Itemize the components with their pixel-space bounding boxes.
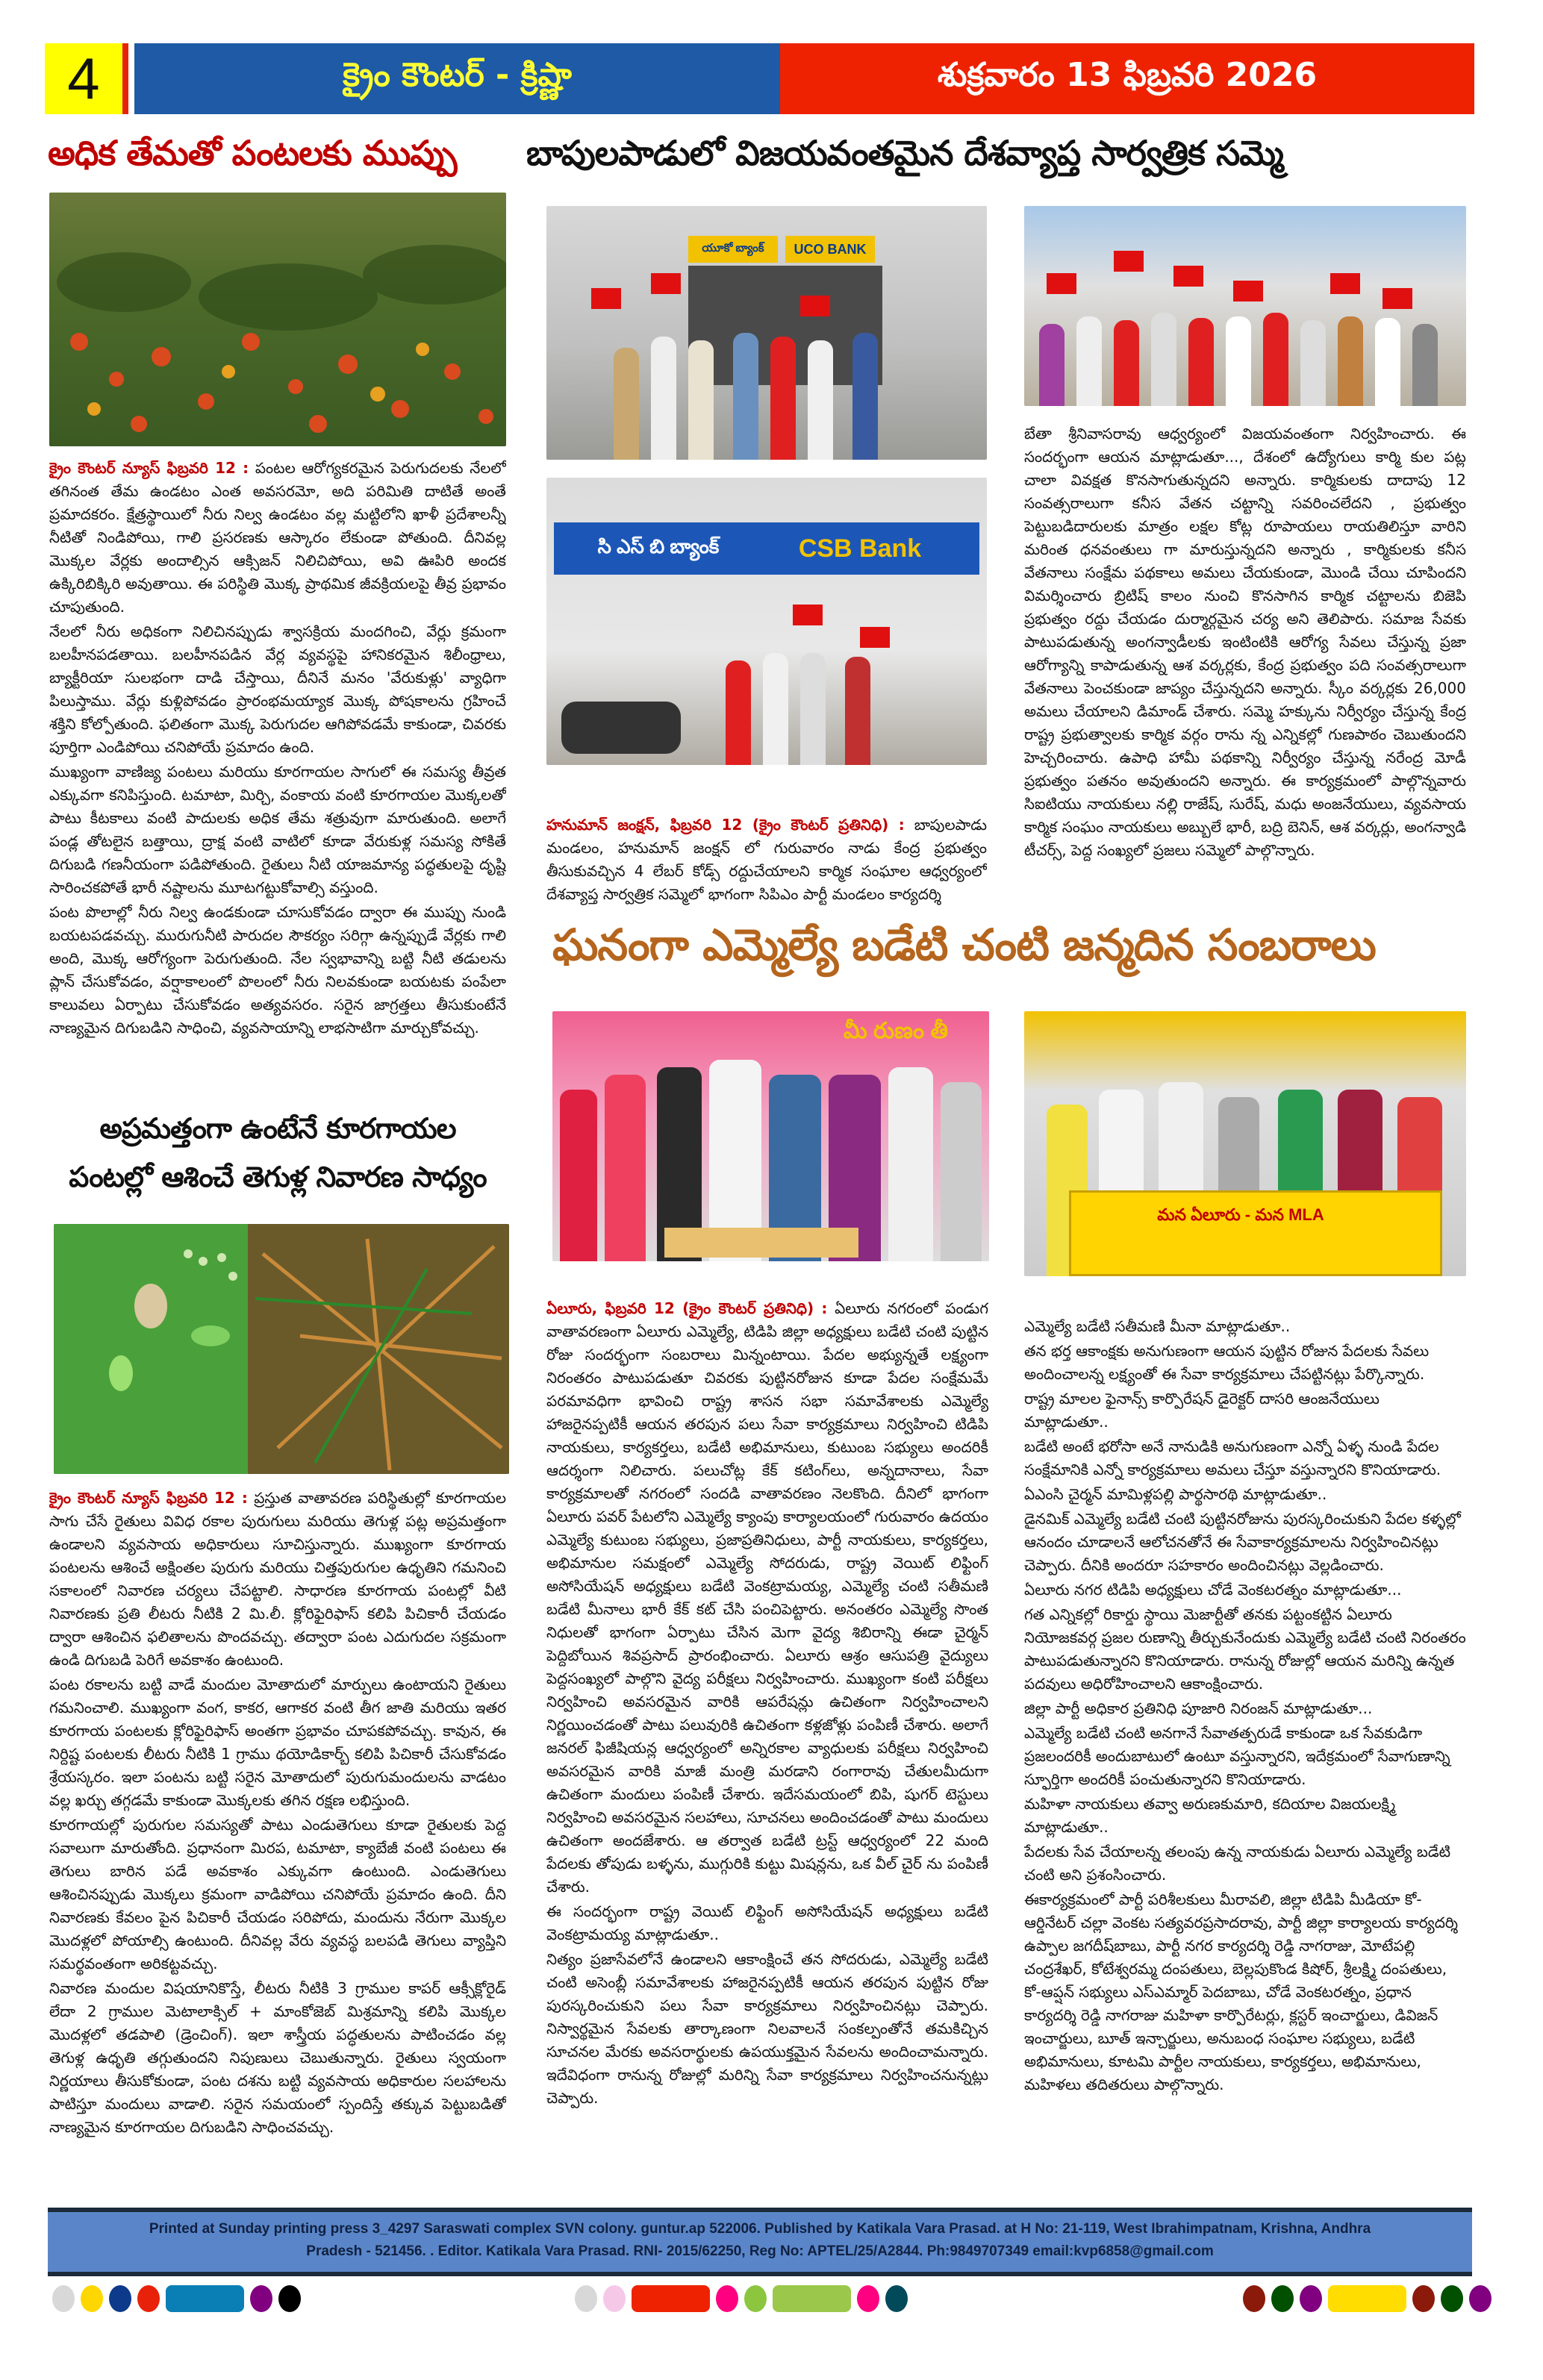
paragraph: తన భర్త ఆకాంక్షకు అనుగుణంగా ఆయన పుట్టిన రోజున పేదలకు సేవలు అందించాలన్న లక్ష్యంతో ఈ సేవా కార్యక్రమాలు చేపట్టినట్లు పేర్కొన్నారు. [1024, 1342, 1430, 1383]
color-mark [744, 2285, 767, 2312]
color-mark [1441, 2285, 1463, 2312]
banner-text: మీ రుణం తీ [843, 1018, 949, 1043]
paragraph: ఏలూరు నగర టిడిపి అధ్యక్షులు చోడే వెంకటరత్నం మాట్లాడుతూ... [1024, 1581, 1402, 1599]
paragraph: ఎమ్మెల్యే బడేటి సతీమణి మీనా మాట్లాడుతూ.. [1024, 1317, 1291, 1335]
paragraph: పంటల ఆరోగ్యకరమైన పెరుగుదలకు నేలలో తగినంత తేమ ఉండటం ఎంత అవసరమో, అది పరిమితి దాటితే అంతే ప్రమాదకరం. క్షేత్రస్థాయిలో నీరు నిల్వ ఉండటం వల్ల మట్టిలోని ఖాళీ ప్రదేశాలన్నీ నీటితో నిండిపోయి, గాలి ప్రసరణకు ఆస్కారం లేకుండా పోతుంది. దీనివల్ల మొక్కల వేర్లకు అందాల్సిన ఆక్సిజన్ నిలిచిపోయి, అవి ఊపిరి అందక ఉక్కిరిబిక్కిరి అవుతాయి. ఈ పరిస్థితి మొక్క ప్రాథమిక జీవక్రియలపై తీవ్ర ప్రభావం చూపుతుంది. [49, 459, 506, 616]
tomato-field-photo [49, 193, 506, 446]
article4-body [546, 1297, 988, 2185]
paragraph: పేదలకు సేవ చేయాలన్న తలంపు ఉన్న నాయకుడు ఏలూరు ఎమ్మెల్యే బడేటి చంటి అని ప్రశంసించారు. [1024, 1843, 1451, 1884]
imprint-line-1: Printed at Sunday printing press 3_4297 Saraswati complex SVN colony. guntur.ap 522006. Published by Katikala Vara Prasad. at H No: 21-119, West Ibrahimpatnam, Krishna, Andhra [149, 2221, 1371, 2237]
paragraph: డైనమిక్ ఎమ్మెల్యే బడేటి చంటి పుట్టినరోజును పురస్కరించుకుని పేదల కళ్ళల్లో ఆనందం చూడాలనే ఆలోచనతోనే ఈ సేవాకార్యక్రమాలను నిర్వహించినట్లు చెప్పారు. దీనికి అందరూ సహకారం అందించినట్లు వెల్లడించారు. [1024, 1510, 1461, 1574]
bank-sign-csb: CSB Bank [798, 534, 922, 563]
color-mark [52, 2285, 75, 2312]
color-mark [632, 2285, 710, 2312]
section-title: క్రైం కౌంటర్ - క్రిష్ణా [134, 43, 780, 114]
paragraph: మహిళా నాయకులు తవ్వా అరుణకుమారి, కదియాల విజయలక్ష్మి మాట్లాడుతూ.. [1024, 1795, 1396, 1836]
imprint-line-2: Pradesh - 521456. . Editor. Katikala Vara Prasad. RNI- 2015/62250, Reg No: APTEL/25/A2844. Ph:9849707349 email:kvp6858@gmail.com [306, 2243, 1214, 2259]
color-mark [716, 2285, 738, 2312]
article1-body [49, 457, 506, 1099]
article3-dateline: హనుమాన్ జంక్షన్, ఫిబ్రవరి 12 (క్రైం కౌంటర్ ప్రతినిధి) : [546, 816, 905, 834]
article2-dateline: క్రైం కౌంటర్ న్యూస్ ఫిబ్రవరి 12 : [49, 1489, 248, 1507]
color-mark [773, 2285, 851, 2312]
paragraph: గత ఎన్నికల్లో రికార్డు స్థాయి మెజార్టీతో తనకు పట్టంకట్టిన ఏలూరు నియోజకవర్గ ప్రజల రుణాన్ని తీర్చుకునేందుకు ఎమ్మెల్యే బడేటి చంటి నిరంతరం పాటుపడుతున్నారని కొనియాడారు. రానున్న రోజుల్లో ఆయన మరిన్ని ఉన్నత పదవులు అధిరోహించాలని ఆకాంక్షించారు. [1024, 1605, 1466, 1693]
color-mark [250, 2285, 272, 2312]
paragraph: ఏఎంసి చైర్మన్ మామిళ్లపల్లి పార్థసారథి మాట్లాడుతూ.. [1024, 1485, 1327, 1503]
paragraph: పంట పొలాల్లో నీరు నిల్వ ఉండకుండా చూసుకోవడం ద్వారా ఈ ముప్పు నుండి బయటపడవచ్చు. మురుగునీటి పారుదల సౌకర్యం సరిగ్గా ఉన్నప్పుడే వేర్లకు గాలి అంది, మొక్క ఆరోగ్యంగా పెరుగుతుంది. నేల స్వభావాన్ని బట్టి నీటి తడులను ప్లాన్ చేసుకోవడం, వర్షాకాలంలో పొలంలో నీరు నిలవకుండా బయటకు పంపేలా కాలువలు ఏర్పాటు చేసుకోవడం అత్యవసరం. సరైన జాగ్రత్తలు తీసుకుంటేనే నాణ్యమైన దిగుబడిని సాధించి, వ్యవసాయాన్ని లాభసాటిగా మార్చుకోవచ్చు. [49, 903, 506, 1037]
paragraph: జిల్లా పార్టీ అధికార ప్రతినిధి పూజారి నిరంజన్ మాట్లాడుతూ... [1024, 1699, 1373, 1717]
color-mark [603, 2285, 626, 2312]
pest-photo [54, 1224, 509, 1474]
paragraph: నిత్యం ప్రజాసేవలోనే ఉండాలని ఆకాంక్షించే తన సోదరుడు, ఎమ్మెల్యే బడేటి చంటి అసెంబ్లీ సమావేశాలకు హాజరైనప్పటికీ ఆయన తరపున పుట్టిన రోజు పురస్కరించుకుని పలు సేవా కార్యక్రమాలు నిర్వహించినట్లు చెప్పారు. నిస్వార్థమైన సేవలకు తార్కాణంగా నిలవాలనే సంకల్పంతోనే తమకిచ్చిన సూచనల మేరకు అవసరార్థులకు ఉపయుక్తమైన సేవలను అందించామన్నారు. ఇదేవిధంగా రానున్న రోజుల్లో మరిన్ని సేవా కార్యక్రమాలు నిర్వహించనున్నట్లు చెప్పారు. [546, 1950, 988, 2107]
article4-headline: ఘనంగా ఎమ్మెల్యే బడేటి చంటి జన్మదిన సంబరాలు [552, 919, 1376, 970]
uco-bank-strike-photo [546, 206, 987, 460]
paragraph: నేలలో నీరు అధికంగా నిలిచినప్పుడు శ్వాసక్రియ మందగించి, వేర్లు క్రమంగా బలహీనపడతాయి. బలహీనపడిన వేర్ల వ్యవస్థపై హానికరమైన శిలీంధ్రాలు, బ్యాక్టీరియా సులభంగా దాడి చేస్తాయి, దీనినే మనం 'వేరుకుళ్లు' వ్యాధిగా పిలుస్తాము. వేర్లు కుళ్లిపోవడం ప్రారంభమయ్యాక మొక్క పోషకాలను గ్రహించే శక్తిని కోల్పోతుంది. ఫలితంగా మొక్క పెరుగుదల ఆగిపోవడమే కాకుండా, చివరకు పూర్తిగా ఎండిపోయి చనిపోయే ప్రమాదం ఉంది. [49, 622, 506, 756]
tomato-plants-image [49, 193, 506, 446]
article1-dateline: క్రైం కౌంటర్ న్యూస్ ఫిబ్రవరి 12 : [49, 459, 249, 477]
color-mark [1328, 2285, 1406, 2312]
color-mark [1412, 2285, 1435, 2312]
color-mark [137, 2285, 160, 2312]
paragraph: నివారణ మందుల విషయానికొస్తే, లీటరు నీటికి 3 గ్రాముల కాపర్ ఆక్సీక్లోరైడ్ లేదా 2 గ్రాముల మెటాలాక్సిల్ + మాంకోజెబ్ మిశ్రమాన్ని కలిపి మొక్కల మొదళ్లలో తడపాలి (డ్రెంచింగ్). ఇలా శాస్త్రీయ పద్ధతులను పాటించడం వల్ల తెగుళ్ల ఉధృతి తగ్గుతుందని నిపుణులు చెబుతున్నారు. రైతులు స్వయంగా నిర్ణయాలు తీసుకోకుండా, పంట దశను బట్టి వ్యవసాయ అధికారుల సలహాలను పాటిస్తూ మందులు వాడాలి. సరైన సమయంలో స్పందిస్తే తక్కువ పెట్టుబడితో నాణ్యమైన కూరగాయల దిగుబడిని సాధించవచ్చు. [49, 1979, 506, 2136]
article3-headline: బాపులపాడులో విజయవంతమైన దేశవ్యాప్త సార్వత్రిక సమ్మె [526, 133, 1283, 173]
bank-sign-uco: UCO BANK [785, 236, 875, 263]
paragraph: ఈ సందర్భంగా రాష్ట్ర వెయిట్ లిఫ్టింగ్ అసోసియేషన్ అధ్యక్షులు బడేటి వెంకట్రామయ్య మాట్లాడుతూ.. [546, 1902, 988, 1943]
paragraph: ముఖ్యంగా వాణిజ్య పంటలు మరియు కూరగాయల సాగులో ఈ సమస్య తీవ్రత ఎక్కువగా కనిపిస్తుంది. టమాటా, మిర్చి, వంకాయ వంటి కూరగాయల మొక్కలతో పాటు కీటకాలు వంటి పాదులకు అధిక తేమ శత్రువుగా మారుతుంది. అలాగే పండ్ల తోటలైన బత్తాయి, ద్రాక్ష వంటి వాటిలో కూడా వేరుకుళ్ల సమస్య సోకితే దిగుబడి గణనీయంగా పడిపోతుంది. రైతులు నీటి యాజమాన్య పద్ధతులపై దృష్టి సారించకపోతే భారీ నష్టాలను మూటగట్టుకోవాల్సి వస్తుంది. [49, 763, 506, 896]
csb-bank-strike-photo [546, 478, 987, 765]
color-mark [166, 2285, 244, 2312]
paragraph: రాష్ట్ర మాలల ఫైనాన్స్ కార్పొరేషన్ డైరెక్టర్ దాసరి ఆంజనేయులు మాట్లాడుతూ.. [1024, 1390, 1380, 1431]
birthday-cake-cutting-photo [552, 1011, 989, 1261]
color-mark [1271, 2285, 1294, 2312]
imprint-footer [48, 2208, 1472, 2276]
strike-rally-photo [1024, 206, 1466, 406]
stall-banner-text: మన ఏలూరు - మన MLA [1121, 1202, 1360, 1231]
color-mark [857, 2285, 879, 2312]
color-mark [1469, 2285, 1491, 2312]
page-number: 4 [45, 43, 128, 114]
color-mark [1243, 2285, 1265, 2312]
color-mark [109, 2285, 131, 2312]
pest-insects-image [54, 1224, 509, 1474]
bank-sign-local: యూకో బ్యాంక్ [688, 236, 778, 263]
article2-headline-line1: అప్రమత్తంగా ఉంటేనే కూరగాయల [99, 1112, 456, 1145]
color-mark [1300, 2285, 1322, 2312]
color-mark [278, 2285, 301, 2312]
color-mark [885, 2285, 908, 2312]
mla-stall-photo [1024, 1011, 1466, 1276]
article4-continued [1024, 1315, 1466, 2185]
issue-date: శుక్రవారం 13 ఫిబ్రవరి 2026 [780, 43, 1474, 114]
article3-lead [546, 813, 987, 909]
paragraph: ఈకార్యక్రమంలో పార్టీ పరిశీలకులు మీరావలి, జిల్లా టిడిపి మీడియా కో-ఆర్డినేటర్ చల్లా వెంకట సత్యవరప్రసాదరావు, పార్టీ జిల్లా కార్యాలయ కార్యదర్శి ఉప్పాల జగదీష్‌బాబు, పార్టీ నగర కార్యదర్శి రెడ్డి నాగరాజు, మోటేపల్లి చంద్రశేఖర్, కోటేశ్వరమ్మ దంపతులు, బెల్లపుకొండ కిషోర్, శ్రీలక్ష్మి దంపతులు, కో-ఆప్షన్ సభ్యులు ఎస్ఎమ్మార్ పెదబాబు, చోడే వెంకటరత్నం, ప్రధాన కార్యదర్శి రెడ్డి నాగరాజు మహిళా కార్పొరేటర్లు, క్లస్టర్ ఇంచార్జులు, డివిజన్ ఇంచార్జులు, బూత్ ఇన్చార్జులు, అనుబంధ సంఘాల సభ్యులు, బడేటి అభిమానులు, కూటమి పార్టీల నాయకులు, కార్యకర్తలు, అభిమానులు, మహిళలు తదితరులు పాల్గొన్నారు. [1024, 1890, 1459, 2093]
paragraph: ఏలూరు నగరంలో పండుగ వాతావరణంగా ఏలూరు ఎమ్మెల్యే, టిడిపి జిల్లా అధ్యక్షులు బడేటి చంటి పుట్టిన రోజు సందర్భంగా సంబరాలు మిన్నంటాయి. పేదల అభ్యున్నతే లక్ష్యంగా నిరంతరం పాటుపడుతూ చివరకు పుట్టినరోజున కూడా పేదల సంక్షేమమే పరమావధిగా భావించి రాష్ట్ర శాసన సభా సమావేశాలకు ఎమ్మెల్యే హాజరైనప్పటికీ ఆయన తరపున పలు సేవా కార్యక్రమాలు నిర్వహించి టిడిపి నాయకులు, కార్యకర్తలు, బడేటి అభిమానులు, కుటుంబ సభ్యులు అందరికీ ఆదర్శంగా నిలిచారు. పలుచోట్ల కేక్ కటింగ్‌లు, అన్నదానాలు, సేవా కార్యక్రమాలతో నగరంలో సందడి వాతావరణం నెలకొంది. దీనిలో భాగంగా ఏలూరు పవర్ పేటలోని ఎమ్మెల్యే క్యాంపు కార్యాలయంలో గురువారం ఉదయం ఎమ్మెల్యే కుటుంబ సభ్యులు, ప్రజాప్రతినిధులు, పార్టీ నాయకులు, కార్యకర్తలు, అభిమానుల సమక్షంలో ఎమ్మెల్యే సోదరుడు, రాష్ట్ర వెయిట్ లిఫ్టింగ్ అసోసియేషన్ అధ్యక్షులు బడేటి వెంకట్రామయ్య, ఎమ్మెల్యే చంటి సతీమణి బడేటి మీనాలు భారీ కేక్ కట్ చేసి పంచిపెట్టారు. అనంతరం ఎమ్మెల్యే సొంత నిధులతో భాగంగా ఏర్పాటు చేసిన మెగా వైద్య శిబిరాన్ని ఈడా చైర్మన్ పెద్దిబోయిన శివప్రసాద్ ప్రారంభించారు. ఏలూరు ఆశ్రం ఆసుపత్రి వైద్యులు పెద్దసంఖ్యలో పాల్గొని వైద్య పరీక్షలు నిర్వహించారు. ముఖ్యంగా కంటి పరీక్షలు నిర్వహించి అవసరమైన వారికి ఆపరేషన్లు ఉచితంగా నిర్వహించాలని నిర్ణయించడంతో పాటు పలువురికి ఉచితంగా కళ్లజోళ్లు పంపిణీ చేశారు. అలాగే జనరల్ ఫిజీషియన్ల ఆధ్వర్యంలో అన్నిరకాల వ్యాధులకు పరీక్షలు నిర్వహించి అవసరమైన వారికి మాజీ మంత్రి మరడాని రంగారావు చేతులమీదుగా ఉచితంగా మందులు పంపిణీ చేశారు. ఇదేసమయంలో బిపి, షుగర్ టెస్టులు నిర్వహించి అవసరమైన సలహాలు, సూచనలు అందించడంతో పాటు మందులు ఉచితంగా అందజేశారు. ఆ తర్వాత బడేటి ట్రస్ట్ ఆధ్వర్యంలో 22 మంది పేదలకు తోపుడు బళ్ళను, ముగ్గురికి కుట్టు మిషన్లను, ఒక వీల్ చైర్ ను పంపిణీ చేశారు. [546, 1299, 988, 1896]
paragraph: ఎమ్మెల్యే బడేటి చంటి అనగానే సేవాతత్పరుడే కాకుండా ఒక సేవకుడిగా ప్రజలందరికీ అందుబాటులో ఉంటూ వస్తున్నారని, ఇదేక్రమంలో సేవాగుణాన్ని స్ఫూర్తిగా అందరికీ పంచుతున్నారని కొనియాడారు. [1024, 1724, 1450, 1788]
color-mark [81, 2285, 103, 2312]
paragraph: ప్రస్తుత వాతావరణ పరిస్థితుల్లో కూరగాయల సాగు చేసే రైతులు వివిధ రకాల పురుగులు మరియు తెగుళ్ల పట్ల అప్రమత్తంగా ఉండాలని వ్యవసాయ అధికారులు సూచిస్తున్నారు. ముఖ్యంగా కూరగాయ పంటలను ఆశించే అక్షింతల పురుగు మరియు చిత్తపురుగుల ఉధృతిని గమనించి సకాలంలో నివారణ చర్యలు చేపట్టాలి. సాధారణ కూరగాయ పంటల్లో వీటి నివారణకు ప్రతి లీటరు నీటికి 2 మి.లీ. క్లోరిఫైరిఫాస్ కలిపి పిచికారీ చేయడం ద్వారా ఆశించిన ఫలితాలను పొందవచ్చు. తద్వారా పంట ఎదుగుదల సక్రమంగా ఉండి దిగుబడి పెరిగే అవకాశం ఉంటుంది. [49, 1489, 506, 1669]
article2-body [49, 1487, 506, 2181]
paragraph: బాపులపాడు మండలం, హనుమాన్ జంక్షన్ లో గురువారం నాడు కేంద్ర ప్రభుత్వం తీసుకువచ్చిన 4 లేబర్ కోడ్స్ రద్దుచేయాలని కార్మిక సంఘాల ఆధ్వర్యంలో దేశవ్యాప్త సార్వత్రిక సమ్మెలో భాగంగా సిపిఎం పార్టీ మండలం కార్యదర్శి [546, 816, 987, 903]
article3-continued: బేతా శ్రీనివాసరావు ఆధ్వర్యంలో విజయవంతంగా నిర్వహించారు. ఈ సందర్భంగా ఆయన మాట్లాడుతూ..., దేశంలో ఉద్యోగులు కార్మి కుల పట్ల చాలా వివక్షత కొనసాగుతున్నదని అన్నారు. కార్మికులకు దాదాపు 12 సంవత్సరాలుగా కనీస వేతన చట్టాన్ని సవరించలేదని , ప్రభుత్వం పెట్టుబడిదారులకు మాత్రం లక్షల కోట్ల రూపాయలు రాయతిలిస్తూ వారిని మరింత ధనవంతులు గా మారుస్తున్నదని అన్నారు , కార్మికులకు కనీస వేతనాలు సంక్షేమ పథకాలు అమలు చేయకుండా, మొండి చేయి చూపిందని విమర్శించారు బ్రిటిష్ కాలం నుంచి కొనసాగిన కార్మిక చట్టాలను బిజెపి ప్రభుత్వం రద్దు చేయడం దుర్మార్గమైన చర్య అని తెలిపారు. సమాజ సేవకు పాటుపడుతున్న అంగన్వాడీలకు ఇంటింటికి ఆరోగ్య సేవలు చేస్తున్న ప్రజా ఆరోగ్యాన్ని కాపాడుతున్న ఆశ వర్కర్లకు, కేంద్ర ప్రభుత్వం పది సంవత్సరాలుగా వేతనాలు పెంచకుండా జాప్యం చేస్తున్నదని అన్నారు. స్కీం వర్కర్లకు 26,000 అమలు చేయాలని డిమాండ్ చేశారు. సమ్మె హక్కును నిర్వీర్యం చేస్తున్న కేంద్ర రాష్ట్ర ప్రభుత్వాలకు కార్మిక వర్గం రాను న్న ఎన్నికల్లో గుణపాఠం చెబుతుందని హెచ్చరించారు. ఉపాధి హామీ పథకాన్ని నిర్వీర్యం చేస్తున్న నరేంద్ర మోడీ ప్రభుత్వం పతనం అవుతుందని అన్నారు. ఈ కార్యక్రమంలో పాల్గొన్నవారు సిఐటియు నాయకులు నల్లి రాజేష్, సురేష్, మధు అంజనేయులు, వ్యవసాయ కార్మిక సంఘం నాయకులు అబ్బులే భారీ, బద్రి బెనిన్, ఆశ వర్కర్లు, అంగన్వాడి టీచర్స్, పెద్ద సంఖ్యలో ప్రజలు సమ్మెలో పాల్గొన్నారు. [1024, 425, 1466, 859]
paragraph: బడేటి అంటే భరోసా అనే నానుడికి అనుగుణంగా ఎన్నో ఏళ్ళ నుండి పేదల సంక్షేమానికి ఎన్నో కార్యక్రమాలు అమలు చేస్తూ వస్తున్నారని కొనియాడారు. [1024, 1437, 1441, 1478]
article4-dateline: ఏలూరు, ఫిబ్రవరి 12 (క్రైం కౌంటర్ ప్రతినిధి) : [546, 1299, 828, 1317]
paragraph: కూరగాయల్లో పురుగుల సమస్యతో పాటు ఎండుతెగులు కూడా రైతులకు పెద్ద సవాలుగా మారుతోంది. ప్రధానంగా మిరప, టమాటా, క్యాబేజీ వంటి పంటలు ఈ తెగులు బారిన పడే అవకాశం ఎక్కువగా ఉంటుంది. ఎండుతెగులు ఆశించినప్పుడు మొక్కలు క్రమంగా వాడిపోయి చనిపోయే ప్రమాదం ఉంది. దీని నివారణకు కేవలం పైన పిచికారీ చేయడం సరిపోదు, మందును నేరుగా మొక్కల మొదళ్లలో పోయాల్సి ఉంటుంది. దీనివల్ల వేరు వ్యవస్థ బలపడి తెగులు వ్యాప్తిని సమర్థవంతంగా అరికట్టవచ్చు. [49, 1816, 506, 1973]
color-mark [575, 2285, 597, 2312]
article1-headline: అధిక తేమతో పంటలకు ముప్పు [48, 133, 457, 173]
paragraph: పంట రకాలను బట్టి వాడే మందుల మోతాదులో మార్పులు ఉంటాయని రైతులు గమనించాలి. ముఖ్యంగా వంగ, కాకర, ఆగాకర వంటి తీగ జాతి మరియు ఇతర కూరగాయ పంటలకు క్లోరిఫైరిఫాస్ అంతగా ప్రభావం చూపకపోవచ్చు. కావున, ఈ నిర్దిష్ట పంటలకు లీటరు నీటికి 1 గ్రాము థయోడికార్బ్ కలిపి పిచికారీ చేసుకోవడం శ్రేయస్కరం. ఇలా పంటను బట్టి సరైన మోతాదులో పురుగుమందులను వాడటం వల్ల ఖర్చు తగ్గడమే కాకుండా మొక్కలకు తగిన రక్షణ లభిస్తుంది. [49, 1675, 506, 1809]
bank-sign-local: సి ఎస్ బి బ్యాంక్ [597, 534, 720, 557]
article2-headline-line2: పంటల్లో ఆశించే తెగుళ్ల నివారణ సాధ్యం [69, 1161, 487, 1193]
